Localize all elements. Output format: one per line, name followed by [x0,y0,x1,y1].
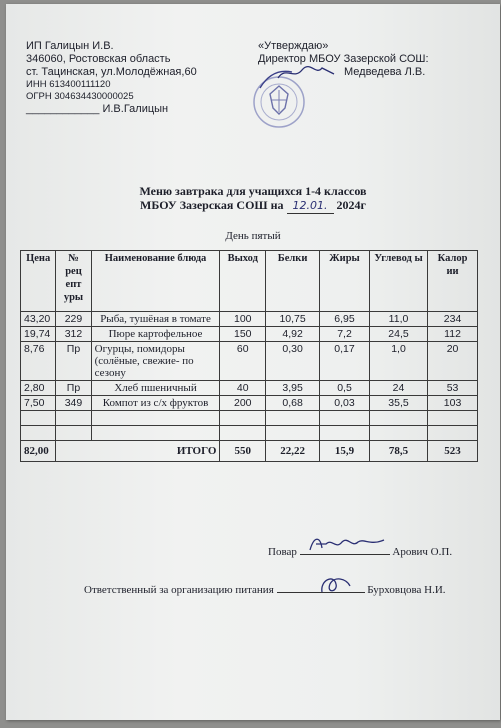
table-row-empty [21,426,478,441]
cell-fat: 0,03 [320,396,370,411]
table-row [21,312,478,327]
total-protein: 22,22 [266,441,320,462]
cell-carbs: 35,5 [369,396,427,411]
director-signature-image [276,62,338,84]
col-header-price: Цена [21,251,56,312]
cell-fat: 6,95 [320,312,370,327]
director-line: Директор МБОУ Зазерской СОШ: [258,53,429,65]
cell-yield: 200 [220,396,266,411]
menu-date: 12.01. [287,199,334,214]
table-row [21,381,478,396]
responsible-signature-row [84,582,446,596]
col-header-protein: Белки [266,251,320,312]
cell-price: 43,20 [21,312,56,327]
menu-title [6,184,500,214]
cell-yield: 100 [220,312,266,327]
cell-recipe: Пр [56,342,91,381]
cell-dish: Огурцы, помидоры (солёные, свежие- по сезону [91,342,220,381]
cell-calories: 234 [428,312,478,327]
cell-carbs: 1,0 [369,342,427,381]
cell-protein: 10,75 [266,312,320,327]
cell-price: 8,76 [21,342,56,381]
day-label: День пятый [225,230,281,242]
director-name: Медведева Л.В. [344,66,426,78]
cell-protein: 0,30 [266,342,320,381]
col-header-carbs: Углевод ы [369,251,427,312]
responsible-label: Ответственный за организацию питания [84,584,274,596]
cell-fat: 0,17 [320,342,370,381]
col-header-fat: Жиры [320,251,370,312]
document-page [6,4,500,720]
col-header-dish: Наименование блюда [91,251,220,312]
total-calories: 523 [428,441,478,462]
total-label: ИТОГО [56,441,220,462]
menu-year: 2024г [336,198,366,212]
cell-fat: 0,5 [320,381,370,396]
cell-recipe: 312 [56,327,91,342]
table-row [21,327,478,342]
cell-calories: 53 [428,381,478,396]
responsible-signature-image [316,572,356,598]
cell-dish: Рыба, тушёная в томате [91,312,220,327]
col-header-recipe: № рец епт уры [56,251,91,312]
supplier-signer: ____________ И.В.Галицын [26,103,169,115]
menu-title-prefix: МБОУ Зазерская СОШ на [140,198,284,212]
menu-table [20,250,478,462]
table-header-row [21,251,478,312]
cook-label: Повар [268,546,297,558]
cell-price: 19,74 [21,327,56,342]
table-total-row [21,441,478,462]
cell-price: 7,50 [21,396,56,411]
cell-calories: 103 [428,396,478,411]
total-carbs: 78,5 [369,441,427,462]
cell-yield: 40 [220,381,266,396]
cell-dish: Компот из с/х фруктов [91,396,220,411]
cell-recipe: Пр [56,381,91,396]
cell-calories: 112 [428,327,478,342]
table-row [21,396,478,411]
supplier-block [26,40,197,116]
col-header-yield: Выход [220,251,266,312]
menu-title-line2 [6,198,500,214]
cell-recipe: 349 [56,396,91,411]
total-yield: 550 [220,441,266,462]
cook-signature-image [306,532,388,554]
supplier-address-2: ст. Тацинская, ул.Молодёжная,60 [26,66,197,78]
cell-yield: 60 [220,342,266,381]
supplier-address-1: 346060, Ростовская область [26,53,171,65]
total-price: 82,00 [21,441,56,462]
supplier-ogrn: ОГРН 304634430000025 [26,91,134,102]
cell-yield: 150 [220,327,266,342]
cell-calories: 20 [428,342,478,381]
cell-recipe: 229 [56,312,91,327]
cell-dish: Пюре картофельное [91,327,220,342]
total-fat: 15,9 [320,441,370,462]
cell-protein: 4,92 [266,327,320,342]
cell-protein: 0,68 [266,396,320,411]
cell-price: 2,80 [21,381,56,396]
col-header-calories: Калор ии [428,251,478,312]
approval-title: «Утверждаю» [258,40,329,52]
cell-carbs: 24,5 [369,327,427,342]
table-row-empty [21,411,478,426]
cell-protein: 3,95 [266,381,320,396]
cell-carbs: 11,0 [369,312,427,327]
supplier-inn: ИНН 613400111120 [26,79,111,90]
responsible-name: Бурховцова Н.И. [367,584,446,596]
menu-title-line1: Меню завтрака для учащихся 1-4 классов [139,184,367,198]
supplier-name: ИП Галицын И.В. [26,40,114,52]
cell-dish: Хлеб пшеничный [91,381,220,396]
cook-name: Арович О.П. [392,546,453,558]
cell-fat: 7,2 [320,327,370,342]
cell-carbs: 24 [369,381,427,396]
table-row [21,342,478,381]
